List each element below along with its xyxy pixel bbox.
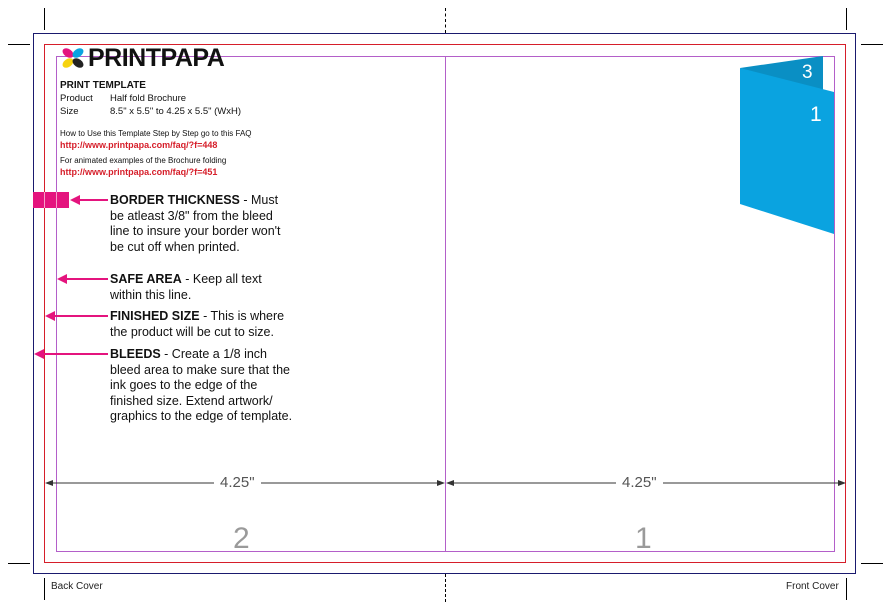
faq-link[interactable]: http://www.printpapa.com/faq/?f=448 [60,140,218,150]
panel-number-left: 2 [233,522,250,555]
fold-icon-front-number: 1 [810,103,822,126]
callout-border-line: be atleast 3/8" from the bleed [110,208,273,223]
template-heading: PRINT TEMPLATE [60,80,146,91]
dimension-arrow-left-end [437,480,445,486]
callout-safe-title: SAFE AREA [110,272,182,286]
callout-finished-title: FINISHED SIZE [110,309,200,323]
callout-finished-line: - This is where [199,309,285,323]
anim-text: For animated examples of the Brochure folding [60,156,227,165]
fold-icon-back-number: 3 [802,62,813,83]
callout-safe-line: within this line. [110,287,192,302]
dimension-arrow-right-end [838,480,846,486]
callout-bleeds-title: BLEEDS [110,347,161,361]
dimension-label-left: 4.25" [214,474,261,491]
callout-bleeds-line: finished size. Extend artwork/ [110,393,273,408]
callout-safe-line: - Keep all text [181,272,262,286]
dimension-label-right: 4.25" [616,474,663,491]
product-label: Product [60,93,93,104]
callout-bleeds-line: - Create a 1/8 inch [160,347,268,361]
callout-border-line: be cut off when printed. [110,239,240,254]
callout-finished-line: the product will be cut to size. [110,324,274,339]
callout-bleeds-line: bleed area to make sure that the [110,362,290,377]
callout-border-line: line to insure your border won't [110,224,281,238]
product-value: Half fold Brochure [110,93,187,104]
callout-bleeds-line: graphics to the edge of template. [110,409,293,423]
footer-back-cover: Back Cover [51,581,103,592]
brand-name: PRINTPAPA [88,43,225,72]
half-fold-icon [735,52,845,242]
callout-bleeds-line: ink goes to the edge of the [110,378,258,392]
dimension-arrow-left-start [45,480,53,486]
fold-front-panel [740,68,834,234]
dimension-arrow-right-start [446,480,454,486]
faq-text: How to Use this Template Step by Step go to this FAQ [60,129,252,138]
size-value: 8.5" x 5.5" to 4.25 x 5.5" (WxH) [110,106,242,117]
size-label: Size [60,106,79,117]
anim-link[interactable]: http://www.printpapa.com/faq/?f=451 [60,167,218,177]
footer-front-cover: Front Cover [786,581,839,592]
callout-border-title: BORDER THICKNESS [110,193,240,207]
panel-number-right: 1 [635,522,652,555]
callout-border-line: - Must [239,193,279,207]
